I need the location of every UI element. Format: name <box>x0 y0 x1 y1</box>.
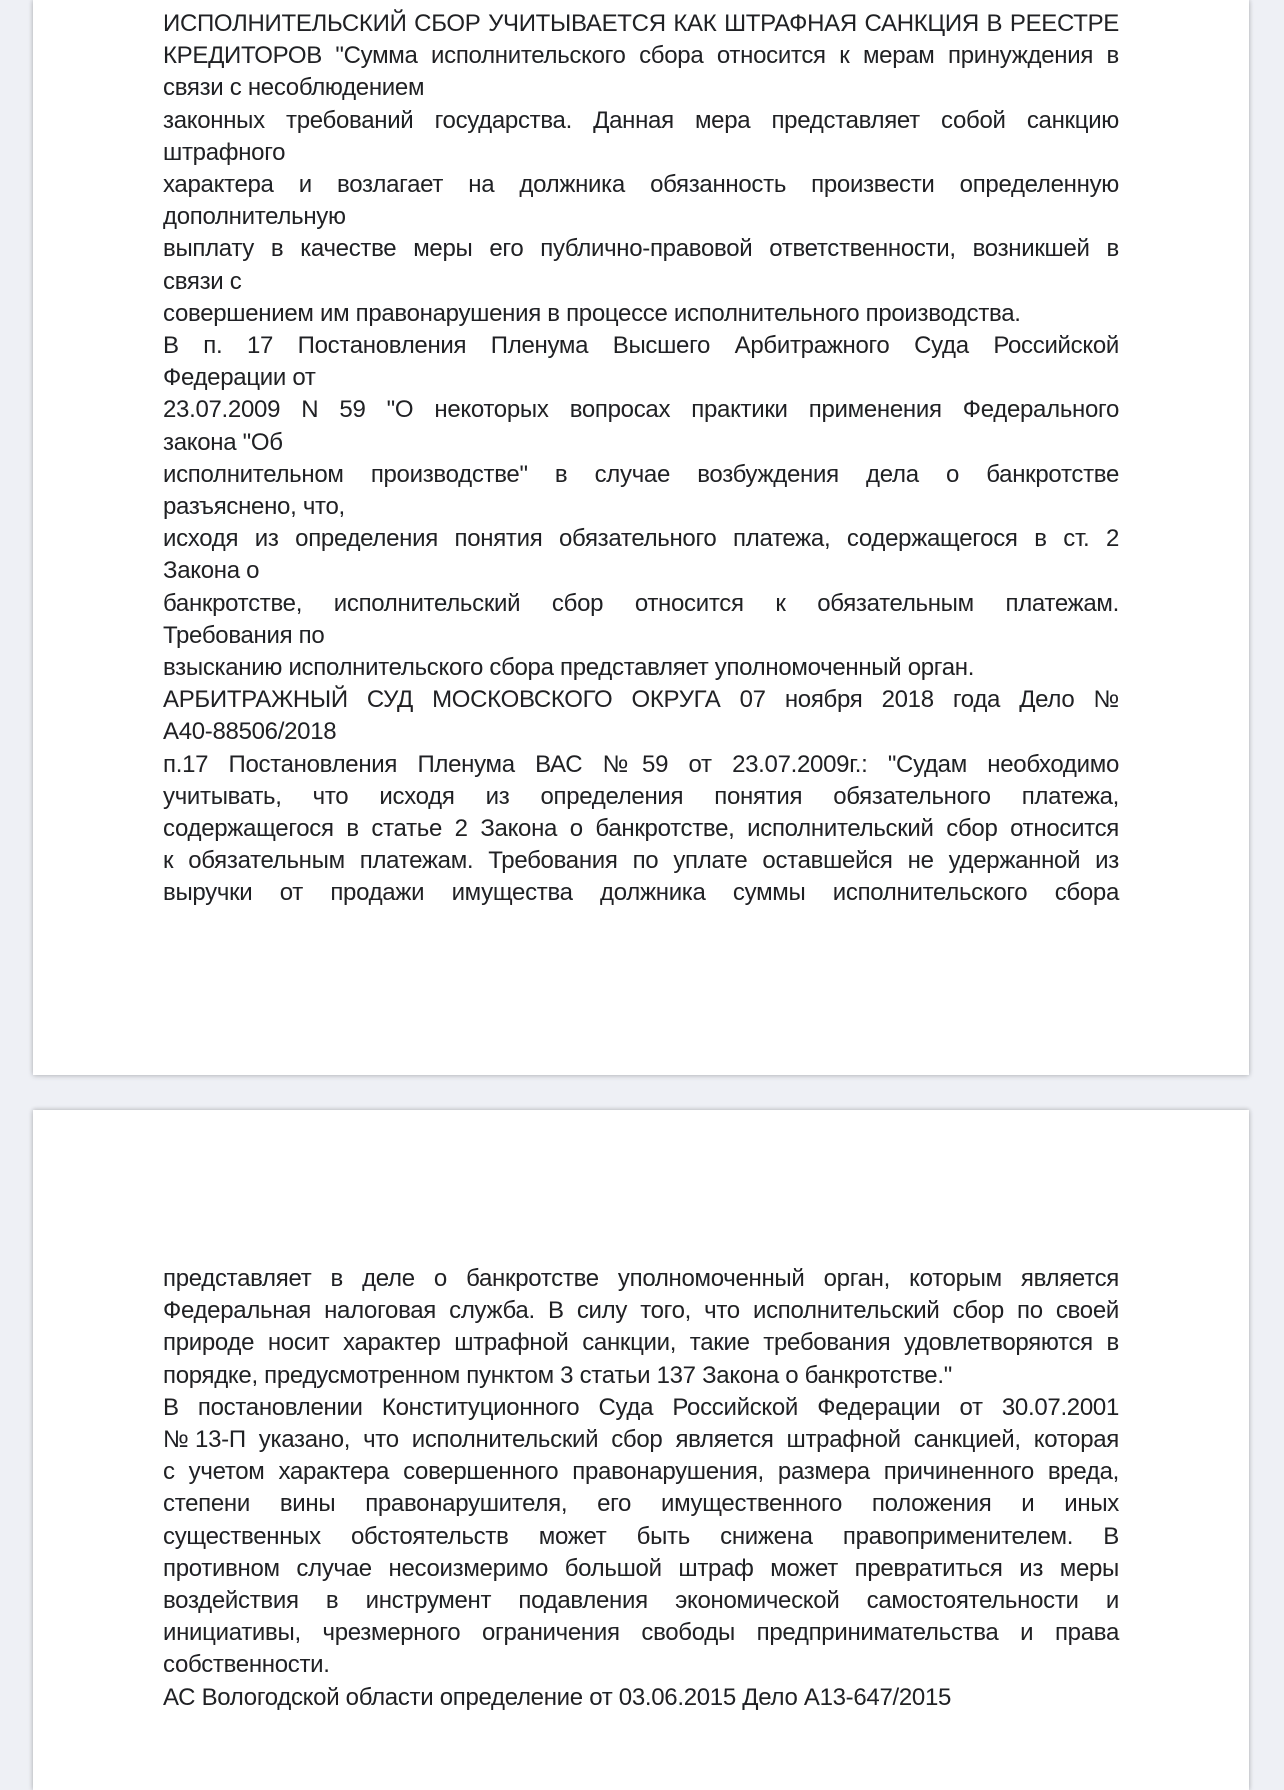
text-line: Федерации от <box>163 364 316 392</box>
text-line: взысканию исполнительского сбора представляет уполномоченный орган. <box>163 654 975 682</box>
text-line: противном случае несоизмеримо большой штраф может превратиться из меры <box>163 1554 1119 1582</box>
text-line: ИСПОЛНИТЕЛЬСКИЙ СБОР УЧИТЫВАЕТСЯ КАК ШТРАФНАЯ САНКЦИЯ В РЕЕСТРЕ <box>163 10 1119 37</box>
text-line: связи с несоблюдением <box>163 74 425 102</box>
text-line: 23.07.2009 N 59 "О некоторых вопросах практики применения Федерального <box>163 396 1119 424</box>
text-line: воздействия в инструмент подавления экономической самостоятельности и <box>163 1587 1119 1615</box>
text-line: совершением им правонарушения в процессе исполнительного производства. <box>163 299 1021 327</box>
text-line: учитывать, что исходя из определения понятия обязательного платежа, <box>163 782 1119 810</box>
text-line: разъяснено, что, <box>163 493 345 521</box>
text-line: Закона о <box>163 557 260 585</box>
text-line: АРБИТРАЖНЫЙ СУД МОСКОВСКОГО ОКРУГА 07 ноября 2018 года Дело № <box>163 686 1119 714</box>
text-line: штрафного <box>163 138 286 166</box>
text-line: АС Вологодской области определение от 03.06.2015 Дело А13-647/2015 <box>163 1683 952 1711</box>
text-line: представляет в деле о банкротстве уполномоченный орган, которым является <box>163 1265 1119 1292</box>
text-line: исходя из определения понятия обязательного платежа, содержащегося в ст. 2 <box>163 525 1119 553</box>
text-line: выручки от продажи имущества должника суммы исполнительского сбора <box>163 879 1119 907</box>
text-line: исполнительном производстве" в случае возбуждения дела о банкротстве <box>163 460 1119 488</box>
text-line: КРЕДИТОРОВ "Сумма исполнительского сбора относится к мерам принуждения в <box>163 42 1119 70</box>
text-line: связи с <box>163 267 242 295</box>
document-page-2 <box>33 1110 1249 1790</box>
text-line: существенных обстоятельств может быть снижена правоприменителем. В <box>163 1522 1119 1550</box>
text-line: с учетом характера совершенного правонарушения, размера причиненного вреда, <box>163 1458 1119 1486</box>
text-line: содержащегося в статье 2 Закона о банкротстве, исполнительский сбор относится <box>163 815 1119 843</box>
text-line: выплату в качестве меры его публично-правовой ответственности, возникшей в <box>163 235 1119 263</box>
text-line: собственности. <box>163 1651 330 1679</box>
text-line: закона "Об <box>163 428 283 456</box>
text-line: инициативы, чрезмерного ограничения свободы предпринимательства и права <box>163 1619 1119 1647</box>
text-line: В п. 17 Постановления Пленума Высшего Арбитражного Суда Российской <box>163 332 1119 360</box>
text-line: А40-88506/2018 <box>163 718 337 746</box>
text-line: порядке, предусмотренном пунктом 3 статьи 137 Закона о банкротстве." <box>163 1361 952 1389</box>
text-line: В постановлении Конституционного Суда Российской Федерации от 30.07.2001 <box>163 1393 1119 1421</box>
text-line: №13-П указано, что исполнительский сбор является штрафной санкцией, которая <box>163 1426 1119 1454</box>
text-line: Федеральная налоговая служба. В силу того, что исполнительский сбор по своей <box>163 1297 1119 1325</box>
text-line: Требования по <box>163 621 325 649</box>
text-line: степени вины правонарушителя, его имущественного положения и иных <box>163 1490 1119 1518</box>
text-line: характера и возлагает на должника обязанность произвести определенную <box>163 171 1119 199</box>
text-line: законных требований государства. Данная мера представляет собой санкцию <box>163 106 1119 134</box>
text-line: природе носит характер штрафной санкции, такие требования удовлетворяются в <box>163 1329 1119 1357</box>
document-page-1 <box>33 0 1249 1075</box>
text-line: банкротстве, исполнительский сбор относится к обязательным платежам. <box>163 589 1119 617</box>
text-line: к обязательным платежам. Требования по уплате оставшейся не удержанной из <box>163 847 1119 875</box>
text-line: п.17 Постановления Пленума ВАС №59 от 23.07.2009г.: "Судам необходимо <box>163 750 1119 778</box>
text-line: дополнительную <box>163 203 346 231</box>
